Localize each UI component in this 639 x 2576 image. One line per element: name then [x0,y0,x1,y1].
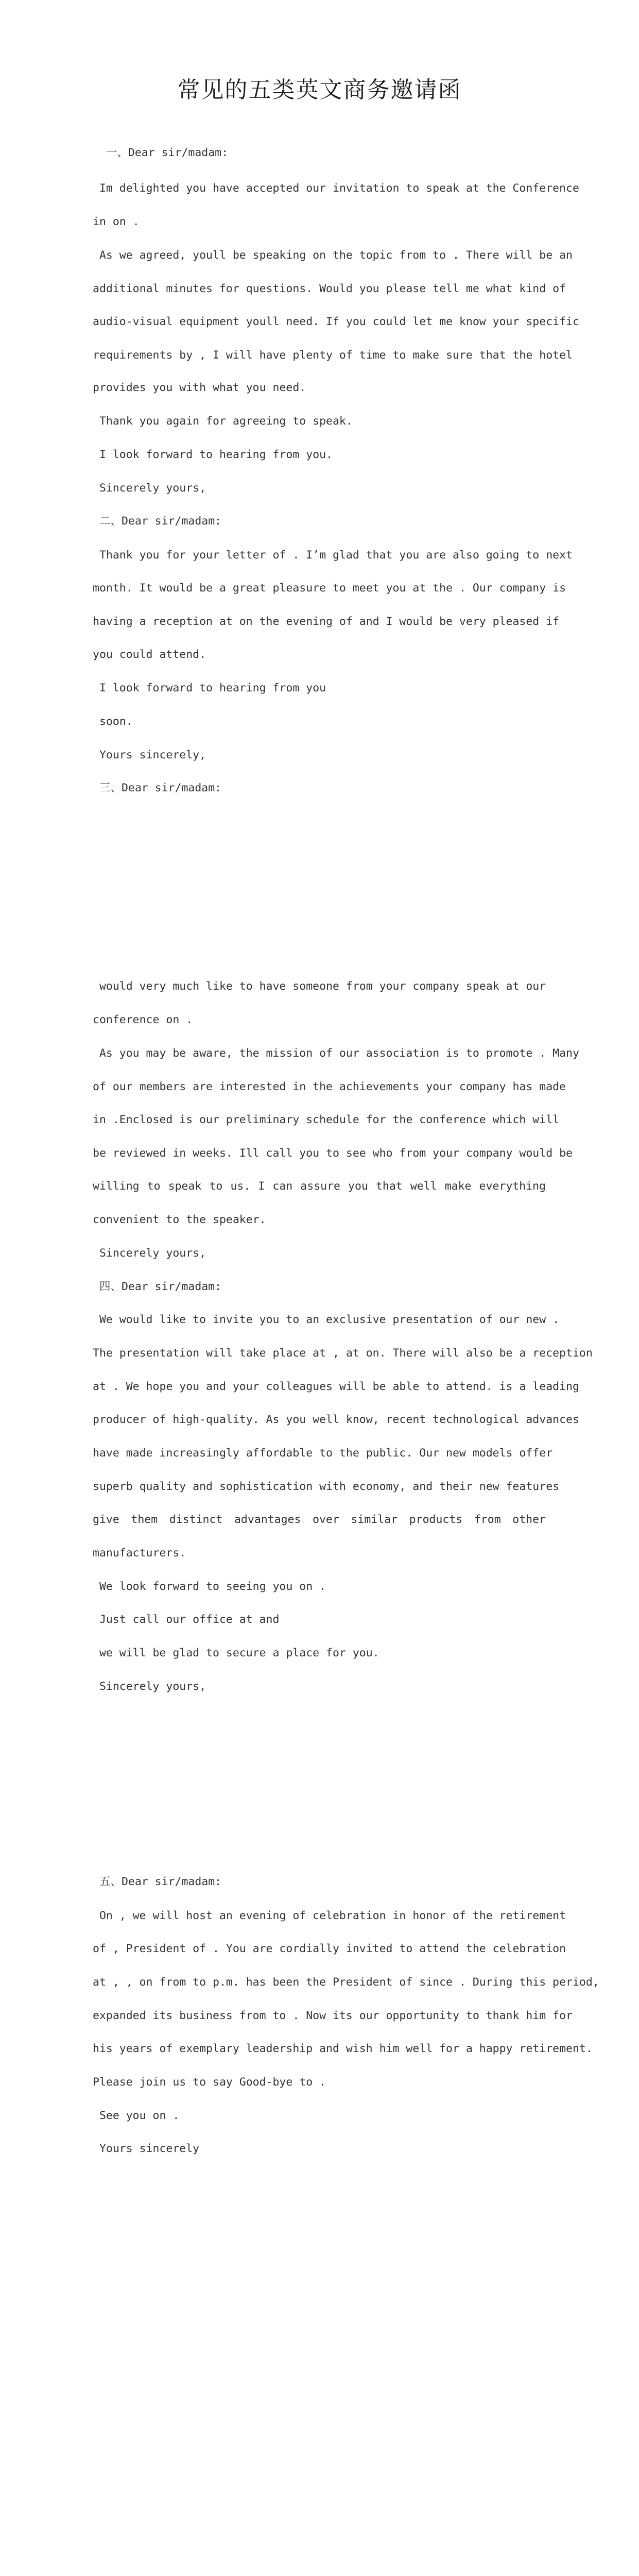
text-line: conference on . [93,1013,193,1026]
text-line: be reviewed in weeks. Ill call you to see who from your company would be [93,1147,573,1160]
text-line: his years of exemplary leadership and wish him well for a happy retirement. [93,2042,593,2055]
text-line: we will be glad to secure a place for you. [93,1647,379,1659]
text-line: 三、Dear sir/madam: [93,782,222,794]
text-line: audio-visual equipment youll need. If you could let me know your specific [93,315,579,328]
text-line: manufacturers. [93,1547,186,1560]
text-line: of , President of . You are cordially invited to attend the celebration [93,1942,566,1955]
text-line: Sincerely yours, [93,482,206,495]
text-line: Just call our office at and [93,1613,280,1626]
text-line: I look forward to hearing from you [93,682,326,694]
text-line: I look forward to hearing from you. [93,448,333,461]
text-line: provides you with what you need. [93,381,306,394]
text-line: We would like to invite you to an exclusive presentation of our new . [93,1313,560,1326]
text-line: We look forward to seeing you on . [93,1580,326,1593]
text-line: 二、Dear sir/madam: [93,515,222,528]
text-line: having a reception at on the evening of and I would be very pleased if [93,615,560,628]
text-line: in .Enclosed is our preliminary schedule for the conference which will [93,1113,560,1126]
text-line: Sincerely yours, [93,1680,206,1693]
text-line: 一、Dear sir/madam: [93,146,229,159]
text-line: at . We hope you and your colleagues will be able to attend. is a leading [93,1380,579,1393]
text-line: Sincerely yours, [93,1247,206,1260]
text-line: would very much like to have someone from your company speak at our [93,980,546,993]
text-line: As we agreed, youll be speaking on the topic from to . There will be an [93,249,573,262]
text-line: On , we will host an evening of celebration in honor of the retirement [93,1909,566,1922]
text-line: requirements by , I will have plenty of time to make sure that the hotel [93,349,573,362]
text-line: 五、Dear sir/madam: [93,1875,222,1888]
text-line: in on . [93,215,140,228]
text-line: have made increasingly affordable to the public. Our new models offer [93,1447,553,1460]
text-line: Yours sincerely [93,2142,200,2155]
text-line: As you may be aware, the mission of our association is to promote . Many [93,1047,579,1060]
text-line: producer of high-quality. As you well know, recent technological advances [93,1413,579,1426]
text-line: willing to speak to us. I can assure you that well make everything [93,1180,546,1193]
text-line: Thank you for your letter of . I’m glad that you are also going to next [93,549,573,562]
text-line: Thank you again for agreeing to speak. [93,415,353,428]
text-line: superb quality and sophistication with economy, and their new features [93,1480,560,1493]
text-line: 四、Dear sir/madam: [93,1280,222,1293]
text-line: See you on . [93,2109,180,2122]
text-line: soon. [93,715,133,728]
text-line: convenient to the speaker. [93,1213,266,1226]
text-line: expanded its business from to . Now its our opportunity to thank him for [93,2009,573,2022]
text-line: The presentation will take place at , at on. There will also be a reception [93,1347,593,1360]
text-line: give them distinct advantages over similar products from other [93,1513,546,1526]
text-line: of our members are interested in the achievements your company has made [93,1080,566,1093]
text-line: Yours sincerely, [93,749,206,761]
page-title: 常见的五类英文商务邀请函 [177,77,462,103]
text-line: at , , on from to p.m. has been the President of since . During this period, [93,1976,599,1989]
text-line: additional minutes for questions. Would you please tell me what kind of [93,282,566,295]
text-line: you could attend. [93,648,206,661]
text-line: Please join us to say Good-bye to . [93,2076,326,2089]
text-line: Im delighted you have accepted our invitation to speak at the Conference [93,182,579,195]
text-line: month. It would be a great pleasure to meet you at the . Our company is [93,582,566,595]
